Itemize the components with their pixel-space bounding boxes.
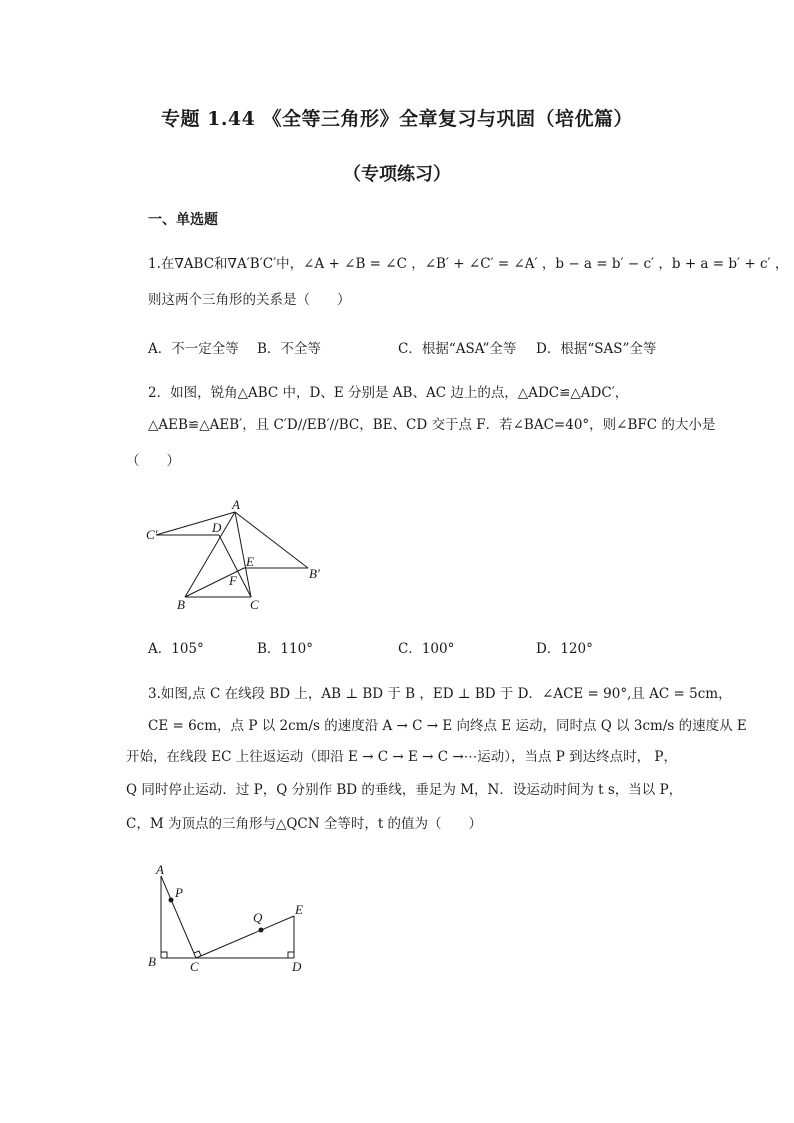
q3-label-c: C bbox=[190, 959, 199, 974]
q3-stem-line1: 3.如图,点 C 在线段 BD 上，AB ⊥ BD 于 B ，ED ⊥ BD 于 D．∠ACE = 90°,且 AC = 5cm， bbox=[148, 686, 732, 702]
q2-option-c: C．100° bbox=[398, 641, 455, 657]
q2-label-b-prime: B′ bbox=[309, 566, 320, 581]
q2-label-a: A bbox=[232, 497, 240, 512]
q1-option-a: A．不一定全等 bbox=[148, 341, 239, 357]
q3-label-d: D bbox=[292, 959, 302, 974]
q3-stem-line3: 开始，在线段 EC 上往返运动（即沿 E → C → E → C →⋯运动），当点 P 到达终点时， P， bbox=[126, 749, 678, 765]
q3-label-e: E bbox=[295, 902, 303, 917]
q2-label-d: D bbox=[212, 520, 222, 535]
q3-stem-line4: Q 同时停止运动．过 P，Q 分别作 BD 的垂线，垂足为 M，N．设运动时间为 t s，当以 P， bbox=[126, 782, 683, 798]
q2-option-d: D．120° bbox=[536, 641, 593, 657]
q2-figure bbox=[140, 495, 340, 620]
q2-label-e: E bbox=[246, 554, 254, 569]
document-title: 专题 1.44 《全等三角形》全章复习与巩固（培优篇） bbox=[160, 108, 633, 130]
q3-label-p: P bbox=[175, 885, 183, 900]
q2-stem-line1: 2．如图，锐角△ABC 中，D、E 分别是 AB、AC 边上的点，△ADC≌△ADC′， bbox=[148, 385, 629, 401]
document-subtitle: （专项练习） bbox=[343, 164, 451, 185]
q3-figure bbox=[140, 860, 320, 975]
q2-label-c: C bbox=[250, 597, 259, 612]
q2-stem-line2: △AEB≌△AEB′，且 C′D∕∕EB′∕∕BC，BE、CD 交于点 F．若∠BAC=40°，则∠BFC 的大小是 bbox=[148, 417, 716, 433]
q1-option-b: B．不全等 bbox=[257, 341, 321, 357]
q3-point-p bbox=[169, 898, 174, 903]
q3-label-b: B bbox=[148, 954, 156, 969]
q1-stem-line2: 则这两个三角形的关系是（ ） bbox=[148, 292, 351, 308]
q3-label-q: Q bbox=[253, 910, 263, 925]
q2-label-c-prime: C′ bbox=[146, 527, 158, 542]
q1-stem-line1: 1.在∇ABC和∇A′B′C′中，∠A + ∠B = ∠C ，∠B′ + ∠C′ = ∠A′ ，b − a = b′ − c′ ，b + a = b′ + c′ ， bbox=[148, 256, 789, 272]
q2-label-b: B bbox=[177, 597, 185, 612]
q3-label-a: A bbox=[156, 862, 164, 877]
section-heading: 一、单选题 bbox=[148, 212, 218, 228]
q2-option-b: B．110° bbox=[257, 641, 313, 657]
q2-option-a: A．105° bbox=[148, 641, 204, 657]
q3-stem-line2: CE = 6cm，点 P 以 2cm/s 的速度沿 A → C → E 向终点 E 运动，同时点 Q 以 3cm/s 的速度从 E bbox=[148, 718, 747, 734]
q3-point-q bbox=[259, 928, 264, 933]
q2-stem-line3: （ ） bbox=[126, 453, 180, 469]
q1-option-d: D．根据“SAS”全等 bbox=[536, 341, 657, 357]
q1-option-c: C．根据“ASA”全等 bbox=[398, 341, 517, 357]
q2-label-f: F bbox=[229, 573, 237, 588]
q3-stem-line5: C，M 为顶点的三角形与△QCN 全等时，t 的值为（ ） bbox=[126, 816, 483, 832]
